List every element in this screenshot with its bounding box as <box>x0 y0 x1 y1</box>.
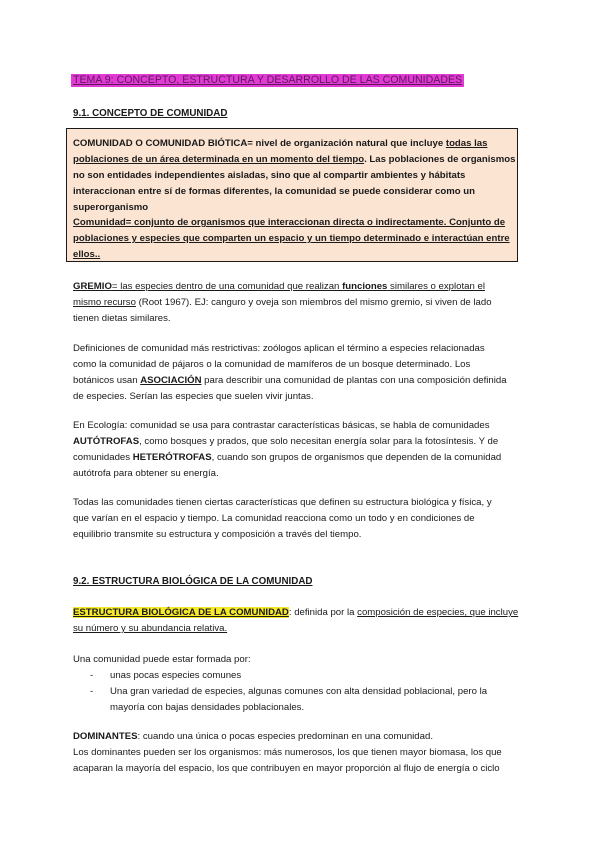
box-line-6: Comunidad= conjunto de organismos que interaccionan directa o indirectamente. Conjunto de <box>73 217 506 228</box>
paragraph-2-line-2: como la comunidad de pájaros o la comunidad de mamíferos de un bosque determinado. Los <box>73 359 471 370</box>
paragraph-4-line-2: que varían en el espacio y tiempo. La comunidad reacciona como un todo y en condiciones de <box>73 513 475 524</box>
box-line-1: COMUNIDAD O COMUNIDAD BIÓTICA= nivel de organización natural que incluye todas las <box>73 138 488 149</box>
paragraph-4-line-1: Todas las comunidades tienen ciertas características que definen su estructura biológica y física, y <box>73 497 492 508</box>
paragraph-3-line-2: AUTÓTROFAS, como bosques y prados, que solo necesitan energía solar para la fotosíntesis. Y de <box>73 436 499 447</box>
dominantes-line-1: DOMINANTES: cuando una única o pocas especies predominan en una comunidad. <box>73 731 433 742</box>
box-line-5: superorganismo <box>73 202 149 213</box>
box-line-4: interaccionan entre sí de formas diferentes, la comunidad se puede considerar como un <box>73 186 475 197</box>
dominantes-line-3: acaparan la mayoría del espacio, los que contribuyen en mayor proporción al flujo de energía o ciclo <box>73 763 500 774</box>
chapter-title: TEMA 9: CONCEPTO, ESTRUCTURA Y DESARROLLO DE LAS COMUNIDADES <box>73 74 463 86</box>
paragraph-4-line-3: equilibrio transmite su estructura y composición a través del tiempo. <box>73 529 362 540</box>
list-item-2: Una gran variedad de especies, algunas comunes con alta densidad poblacional, pero la <box>110 686 488 697</box>
structure-line-1: ESTRUCTURA BIOLÓGICA DE LA COMUNIDAD: definida por la composición de especies, que incluye <box>73 607 519 618</box>
list-item-2-cont: mayoría con bajas densidades poblacionales. <box>110 702 305 713</box>
list-dash-1: - <box>90 670 94 681</box>
paragraph-2-line-3: botánicos usan ASOCIACIÓN para describir una comunidad de plantas con una composición definida <box>73 375 507 386</box>
box-line-2: poblaciones de un área determinada en un momento del tiempo. Las poblaciones de organismos <box>73 154 516 165</box>
section-heading-9-2: 9.2. ESTRUCTURA BIOLÓGICA DE LA COMUNIDAD <box>73 576 313 587</box>
paragraph-2-line-4: de especies. Serían las especies que suelen vivir juntas. <box>73 391 314 402</box>
box-line-7: poblaciones y especies que comparten un espacio y un tiempo determinado e interactúan entre <box>73 233 510 244</box>
paragraph-3-line-3: comunidades HETERÓTROFAS, cuando son grupos de organismos que dependen de la comunidad <box>73 452 502 463</box>
list-item-1: unas pocas especies comunes <box>110 670 242 681</box>
box-line-3: no son entidades independientes aisladas, sino que al compartir ambientes y hábitats <box>73 170 466 181</box>
paragraph-3-line-1: En Ecología: comunidad se usa para contrastar características básicas, se habla de comunidades <box>73 420 490 431</box>
paragraph-3-line-4: autótrofa para obtener su energía. <box>73 468 219 479</box>
gremio-line-1: GREMIO= las especies dentro de una comunidad que realizan funciones similares o explotan el <box>73 281 485 292</box>
box-line-8: ellos.. <box>73 249 101 260</box>
gremio-line-2: mismo recurso (Root 1967). EJ: canguro y oveja son miembros del mismo gremio, si viven de lado <box>73 297 492 308</box>
list-dash-2: - <box>90 686 94 697</box>
paragraph-2-line-1: Definiciones de comunidad más restrictivas: zoólogos aplican el término a especies relacionadas <box>73 343 485 354</box>
section-heading-9-1: 9.1. CONCEPTO DE COMUNIDAD <box>73 108 228 119</box>
list-intro: Una comunidad puede estar formada por: <box>73 654 251 665</box>
gremio-line-3: tienen dietas similares. <box>73 313 171 324</box>
structure-line-2: su número y su abundancia relativa. <box>73 623 228 634</box>
dominantes-line-2: Los dominantes pueden ser los organismos: más numerosos, los que tienen mayor biomasa, los que <box>73 747 502 758</box>
